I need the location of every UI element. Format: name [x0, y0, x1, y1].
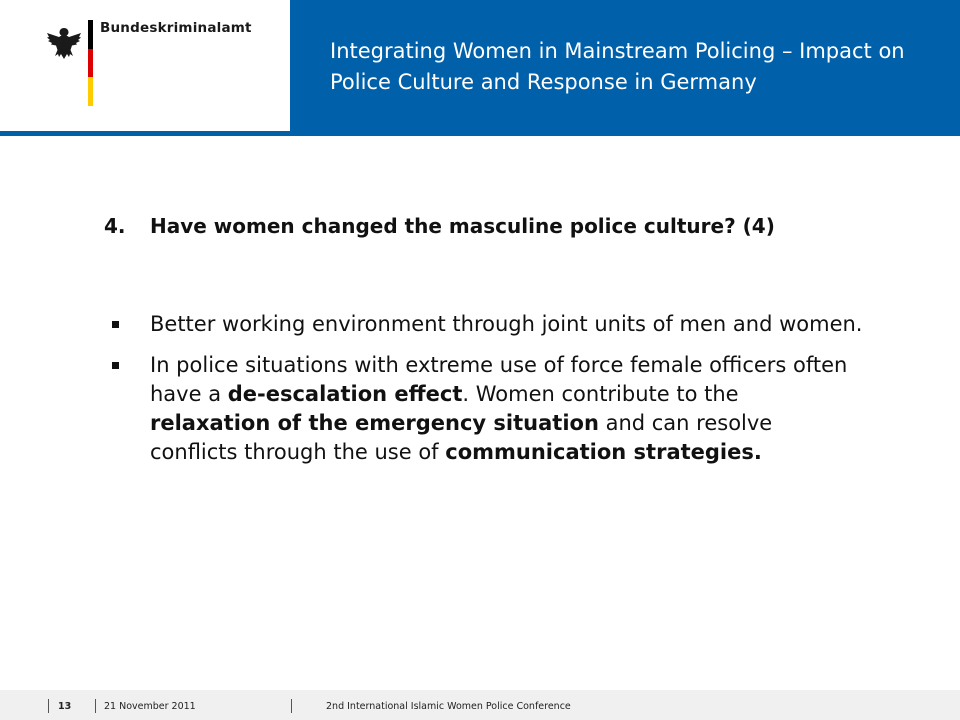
footer-divider — [48, 699, 49, 713]
bullet-emphasis: de-escalation effect — [227, 382, 463, 406]
bullet-list — [104, 310, 864, 467]
slide-content — [104, 212, 864, 479]
footer-conference: 2nd International Islamic Women Police Conference — [326, 701, 571, 712]
organization-name: Bundeskriminalamt — [100, 20, 252, 36]
section-heading — [104, 212, 864, 240]
federal-eagle-icon — [44, 24, 84, 64]
german-flag-stripe — [88, 20, 93, 106]
bullet-item — [104, 310, 864, 339]
page-number: 13 — [58, 701, 72, 712]
bullet-emphasis: relaxation of the emergency situation — [150, 411, 599, 435]
bullet-item — [104, 351, 864, 467]
bullet-text — [150, 351, 864, 467]
heading-text: Have women changed the masculine police culture? (4) — [150, 214, 775, 238]
flag-stripe-gold — [88, 77, 93, 106]
bullet-segment: In police situations with extreme use of force female officers often have a — [150, 353, 848, 406]
flag-stripe-black — [88, 20, 93, 49]
bullet-emphasis: communication strategies. — [445, 440, 762, 464]
square-bullet-icon — [104, 310, 150, 339]
bullet-segment: . Women contribute to the — [462, 382, 739, 406]
bullet-segment: and can resolve conflicts through the use of — [150, 411, 773, 464]
footer-divider — [95, 699, 96, 713]
footer-divider — [291, 699, 292, 713]
square-bullet-icon — [104, 351, 150, 467]
flag-stripe-red — [88, 49, 93, 78]
footer-date: 21 November 2011 — [104, 701, 196, 712]
header-underline — [0, 131, 290, 136]
slide-title: Integrating Women in Mainstream Policing – Impact on Police Culture and Response in Germany — [330, 39, 905, 94]
heading-number: 4. — [104, 214, 126, 238]
bullet-segment: Better working environment through joint units of men and women. — [150, 312, 863, 336]
bullet-text — [150, 310, 862, 339]
